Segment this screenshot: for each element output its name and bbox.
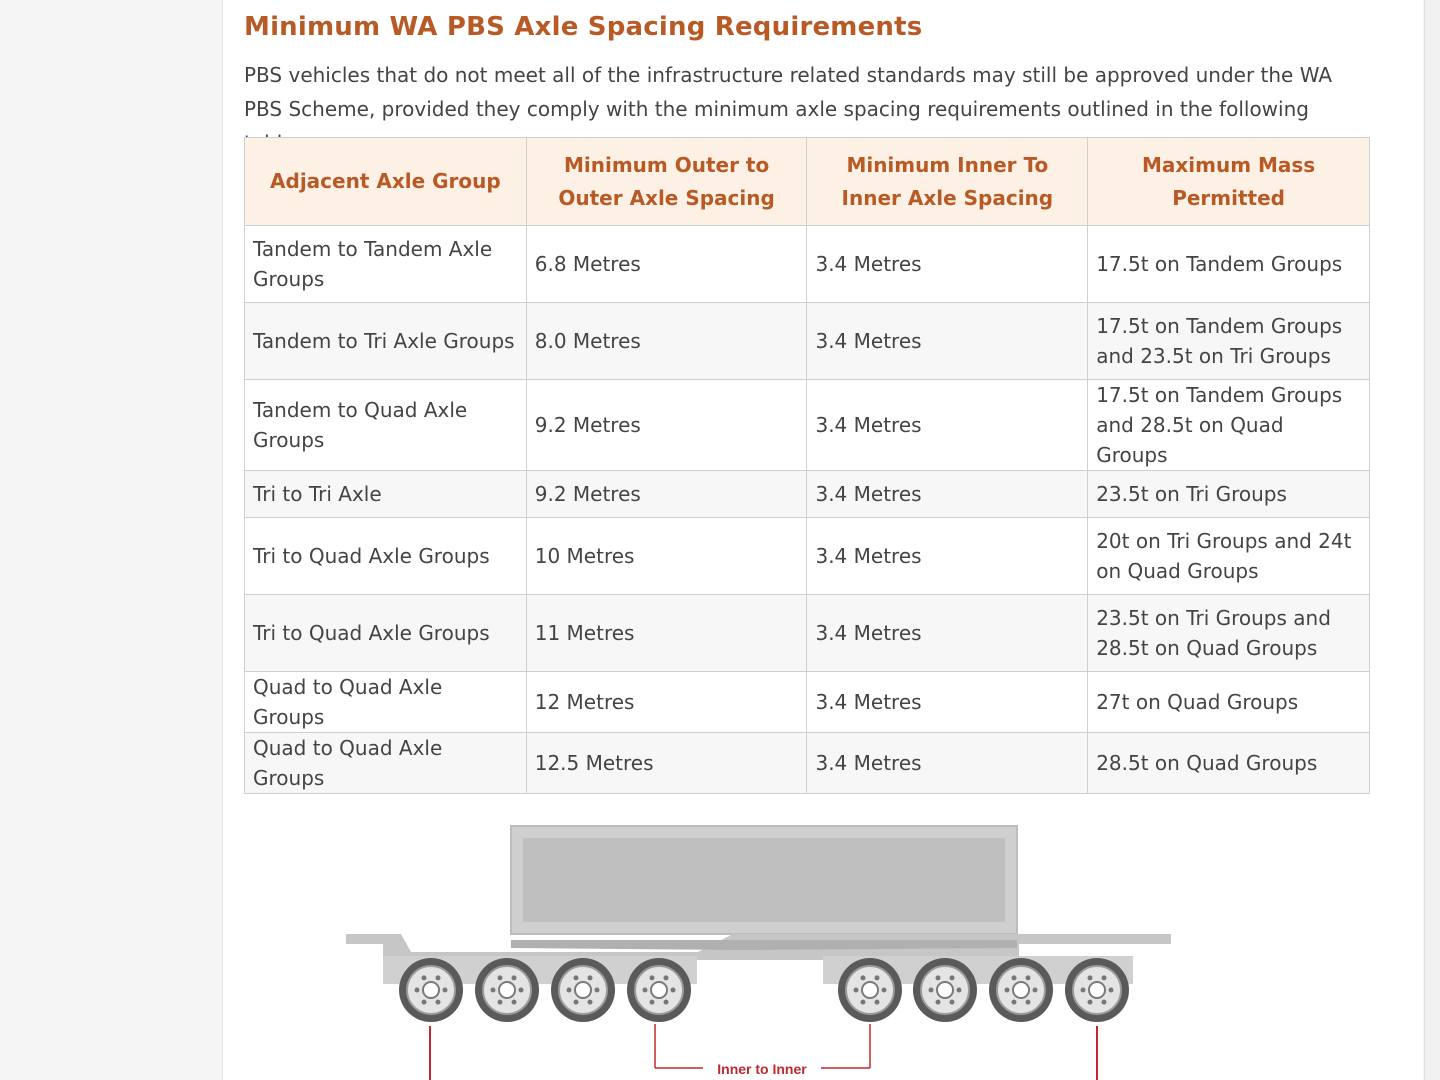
cell-max-mass: 17.5t on Tandem Groups and 28.5t on Quad Groups <box>1088 380 1370 471</box>
intro-paragraph: PBS vehicles that do not meet all of the infrastructure related standards may still be approved under the WA PBS Scheme, provided they comply with the minimum axle spacing requirements outlined in the following <box>244 63 1333 121</box>
cell-inner-spacing: 3.4 Metres <box>807 303 1088 380</box>
cell-max-mass: 23.5t on Tri Groups and 28.5t on Quad Groups <box>1088 595 1370 672</box>
table-row <box>245 471 1370 518</box>
table-row <box>245 226 1370 303</box>
cell-outer-spacing: 12 Metres <box>526 672 807 733</box>
cell-axle-group: Tri to Tri Axle <box>245 471 527 518</box>
article-content <box>223 0 1423 1080</box>
cell-outer-spacing: 6.8 Metres <box>526 226 807 303</box>
cell-inner-spacing: 3.4 Metres <box>807 672 1088 733</box>
cell-inner-spacing: 3.4 Metres <box>807 471 1088 518</box>
wheel-group <box>399 958 1129 1022</box>
cell-outer-spacing: 9.2 Metres <box>526 471 807 518</box>
header-adjacent-axle-group: Adjacent Axle Group <box>245 138 527 226</box>
table-row <box>245 303 1370 380</box>
wheel-icon <box>989 958 1053 1022</box>
wheel-icon <box>551 958 615 1022</box>
left-sidebar <box>0 0 223 1080</box>
cell-axle-group: Tri to Quad Axle Groups <box>245 595 527 672</box>
cell-outer-spacing: 11 Metres <box>526 595 807 672</box>
wheel-icon <box>838 958 902 1022</box>
table-row <box>245 380 1370 471</box>
cell-axle-group: Quad to Quad Axle Groups <box>245 733 527 794</box>
cell-axle-group: Tandem to Tandem Axle Groups <box>245 226 527 303</box>
cell-inner-spacing: 3.4 Metres <box>807 518 1088 595</box>
axle-spacing-diagram <box>343 790 1203 1080</box>
cell-axle-group: Tri to Quad Axle Groups <box>245 518 527 595</box>
cell-inner-spacing: 3.4 Metres <box>807 733 1088 794</box>
cell-axle-group: Quad to Quad Axle Groups <box>245 672 527 733</box>
cell-axle-group: Tandem to Quad Axle Groups <box>245 380 527 471</box>
axle-spacing-table <box>244 137 1370 794</box>
cell-max-mass: 28.5t on Quad Groups <box>1088 733 1370 794</box>
wheel-icon <box>627 958 691 1022</box>
table-row <box>245 518 1370 595</box>
container-panel <box>523 838 1005 922</box>
table-header-row <box>245 138 1370 226</box>
wheel-icon <box>475 958 539 1022</box>
cell-inner-spacing: 3.4 Metres <box>807 595 1088 672</box>
cell-inner-spacing: 3.4 Metres <box>807 380 1088 471</box>
cell-outer-spacing: 10 Metres <box>526 518 807 595</box>
table-row <box>245 595 1370 672</box>
wheel-icon <box>913 958 977 1022</box>
wheel-icon <box>1065 958 1129 1022</box>
wheel-icon <box>399 958 463 1022</box>
cell-outer-spacing: 12.5 Metres <box>526 733 807 794</box>
trailer-chassis <box>511 940 1017 950</box>
cell-max-mass: 20t on Tri Groups and 24t on Quad Groups <box>1088 518 1370 595</box>
header-inner-spacing: Minimum Inner To Inner Axle Spacing <box>807 138 1088 226</box>
cell-max-mass: 17.5t on Tandem Groups and 23.5t on Tri Groups <box>1088 303 1370 380</box>
cell-max-mass: 23.5t on Tri Groups <box>1088 471 1370 518</box>
cell-max-mass: 17.5t on Tandem Groups <box>1088 226 1370 303</box>
header-outer-spacing: Minimum Outer to Outer Axle Spacing <box>526 138 807 226</box>
cell-axle-group: Tandem to Tri Axle Groups <box>245 303 527 380</box>
cell-outer-spacing: 9.2 Metres <box>526 380 807 471</box>
table-row <box>245 672 1370 733</box>
inner-to-inner-label: Inner to Inner <box>717 1061 807 1077</box>
cell-outer-spacing: 8.0 Metres <box>526 303 807 380</box>
cell-inner-spacing: 3.4 Metres <box>807 226 1088 303</box>
header-max-mass: Maximum Mass Permitted <box>1088 138 1370 226</box>
cell-max-mass: 27t on Quad Groups <box>1088 672 1370 733</box>
table-row <box>245 733 1370 794</box>
section-title: Minimum WA PBS Axle Spacing Requirements <box>244 12 923 42</box>
scrollbar[interactable] <box>1424 0 1440 1080</box>
